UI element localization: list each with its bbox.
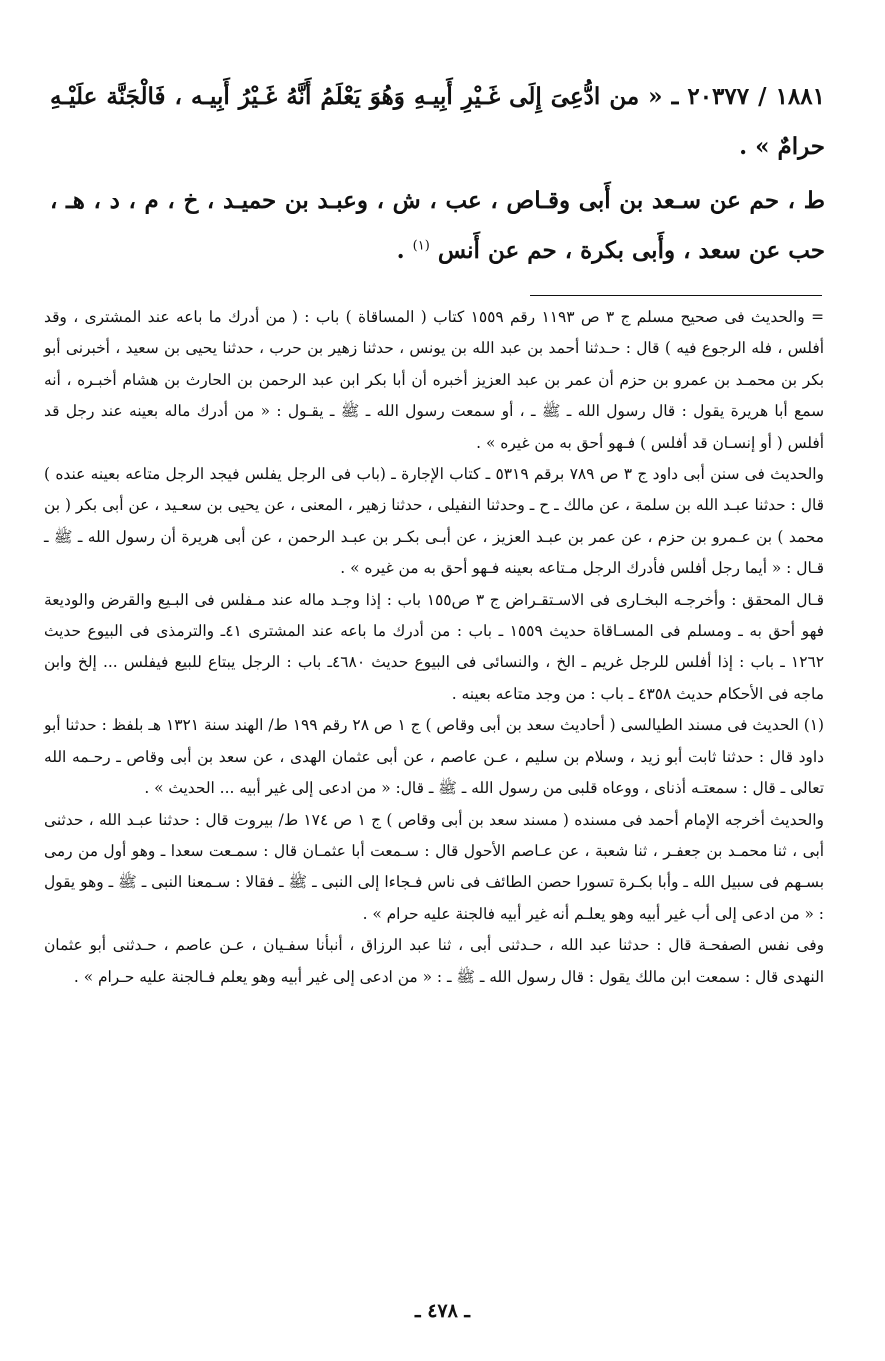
footnote-paragraph-1: = والحديث فى صحيح مسلم ج ٣ ص ١١٩٣ رقم ١٥٥٩ كتاب ( المساقاة ) باب : ( من أدرك ما باعه عند المشترى ، وقد أفلس ، فله الرجوع فيه ) قال : حـدثنا أحمد بن عبد الله بن يونس ، حدثنا زهير بن حرب ، حدثنا يحيى بن سعيد ، أخبرنى أبو بكر بن محمـد بن عمرو بن حزم أن عمر بن عبد العزيز أخبره أن أبا بكر ابن عبد الرحمن بن الحارث بن هشام أخبـره ، أنه سمع أبا هريرة يقول : قال رسول الله ـ ﷺ ـ ، أو سمعت رسول الله ـ ﷺ ـ يقـول : « من أدرك ماله بعينه عند رجل قد أفلس ( أو إنسـان قد أفلس ) فـهو أحق به من غيره » . [44, 308, 824, 452]
footnote-paragraph-4: (١) الحديث فى مسند الطيالسى ( أحاديث سعد بن أبى وقاص ) ج ١ ص ٢٨ رقم ١٩٩ ط/ الهند سنة ١٣٢١ هـ بلفظ : حدثنا أبو داود قال : حدثنا ثابت أبو زيد ، وسلام بن سليم ، عـن عاصم ، عن أبى عثمان الهدى ، عن سعد بن أبى وقاص ـ رحـمه الله تعالى ـ قال : سمعتـه أذناى ، ووعاه قلبى من رسول الله ـ ﷺ ـ قال: « من ادعى إلى غير أبيه ... الحديث » . [44, 716, 825, 798]
hadith-sources-text: ط ، حم عن سـعد بن أَبى وقـاص ، عب ، ش ، وعبـد بن حميـد ، خ ، م ، د ، هـ ، حب عن سعد ، وأَبى بكرة ، حم عن أَنس [50, 187, 825, 264]
page-number: ـ ٤٧٨ ـ [415, 1300, 470, 1322]
hadith-sources [50, 176, 825, 276]
footnote-paragraph-6: وفى نفس الصفحـة قال : حدثنا عبد الله ، حـدثنى أبى ، ثنا عبد الرزاق ، أنبأنا سفـيان ، عـن عاصم ، حـدثنى أبو عثمان النهدى قال : سمعت ابن مالك يقول : قال رسول الله ـ ﷺ ـ : « من ادعى إلى غير أبيه وهو يعلم فـالجنة عليه حـرام » . [44, 936, 824, 986]
footnote-paragraph-2: والحديث فى سنن أبى داود ج ٣ ص ٧٨٩ برقم ٥٣١٩ ـ كتاب الإجارة ـ (باب فى الرجل يفلس فيجد الرجل متاعه بعينه عنده ) قال : حدثنا عبـد الله بن سلمة ، عن مالك ـ ح ـ وحدثنا النفيلى ، حدثنا زهير ، المعنى ، عن يحيى بن سعـيد ، عن أبى بكر ( بن محمد ) بن عـمرو بن حزم ، عن عمر بن عبـد العزيز ، عن أبـى بكـر بن عبـد الرحمن ، عن أبى هريرة أن رسول الله ـ ﷺ ـ قـال : « أيما رجل أفلس فأدرك الرجل مـتاعه بعينه فـهو أحق به من غيره » . [44, 465, 824, 578]
footnote-separator [530, 295, 822, 296]
hadith-sources-end: . [396, 237, 413, 264]
hadith-main-text [50, 72, 825, 280]
footnote-marker: (١) [412, 238, 430, 254]
footnote-paragraph-3: قـال المحقق : وأخرجـه البخـارى فى الاسـتقـراض ج ٣ ص١٥٥ باب : إذا وجـد ماله عند مـفلس فى البـيع والقرض والوديعة فهو أحق به ـ ومسلم فى المسـاقاة حديث ١٥٥٩ ـ باب : من أدرك ما باعه عند المشترى ٤١ـ والترمذى فى البيوع حديث ١٢٦٢ ـ باب : إذا أفلس للرجل غريم ـ الخ ، والنسائى فى البيوع حديث ٤٦٨٠ـ باب : الرجل يبتاع للبيع فيفلس ... إلخ وابن ماجه فى الأحكام حديث ٤٣٥٨ ـ باب : من وجد متاعه بعينه . [44, 590, 825, 703]
footnotes [44, 302, 824, 993]
footnote-paragraph-5: والحديث أخرجه الإمام أحمد فى مسنده ( مسند سعد بن أبى وقاص ) ج ١ ص ١٧٤ ط/ بيروت قال : حدثنا عبـد الله ، حدثنى أبى ، ثنا محمـد بن جعفـر ، ثنا شعبة ، عن عـاصم الأحول قال : سـمعت أبا عثمـان قال : سمـعت سعدا ـ وهو أول من رمى بسـهم فى سبيل الله ـ وأبا بكـرة تسورا حصن الطائف فى ناس فـجاءا إلى النبى ـ ﷺ ـ فقالا : سـمعنا النبى ـ ﷺ ـ وهو يقول : « من ادعى إلى أب غير أبيه وهو يعلـم أنه غير أبيه فالجنة عليه حرام » . [44, 810, 824, 923]
hadith-text: ١٨٨١ / ٢٠٣٧٧ ـ « من ادُّعِىَ إِلَى غَـيْرِ أَبِيـهِ وَهُوَ يَعْلَمُ أَنَّهُ غَـيْرُ أَبِيـه ، فَالْجَنَّة علَيْـهِ حرامٌ » . [50, 83, 825, 160]
